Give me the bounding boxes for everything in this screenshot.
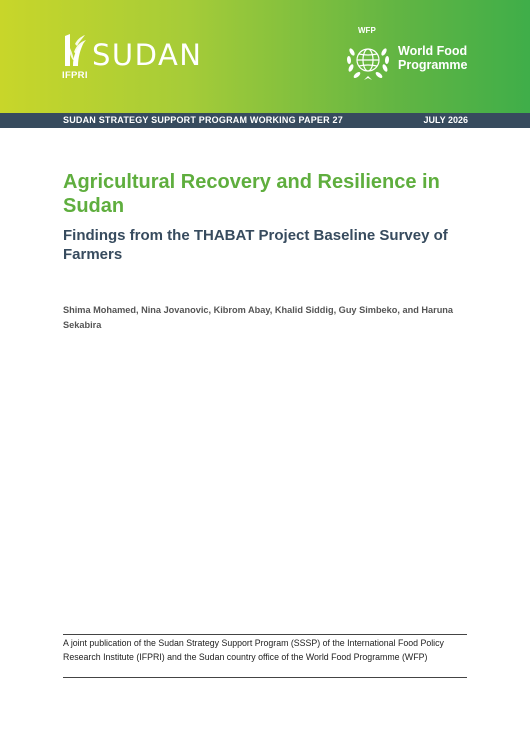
wfp-name: [398, 44, 467, 72]
footer-rule-bottom: [63, 677, 467, 678]
footer-note: A joint publication of the Sudan Strategy Support Program (SSSP) of the International Food Policy Research Institute (IFPRI) and the Sudan country office of the World Food Programme (WFP): [63, 638, 444, 662]
document-subtitle: Findings from the THABAT Project Baseline Survey of Farmers: [63, 227, 448, 263]
footer-rule-top: [63, 634, 467, 635]
ifpri-wheat-icon: [62, 32, 88, 68]
publication-date: JULY 2026: [423, 115, 468, 125]
wfp-logo: [340, 28, 500, 88]
document-title: Agricultural Recovery and Resilience in Sudan: [63, 171, 440, 217]
wfp-name-line2: Programme: [398, 58, 468, 72]
series-band: [0, 113, 530, 128]
author-list: Shima Mohamed, Nina Jovanovic, Kibrom Abay, Khalid Siddig, Guy Simbeko, and Haruna Sekabira: [63, 305, 454, 330]
cover-header: [0, 0, 530, 113]
brand-sudan: SUDAN: [92, 38, 203, 72]
ifpri-sudan-logo: [62, 32, 212, 82]
un-wreath-icon: [340, 36, 396, 92]
brand-ifpri: IFPRI: [62, 70, 88, 81]
wfp-acronym: WFP: [358, 26, 376, 35]
series-label: SUDAN STRATEGY SUPPORT PROGRAM WORKING PAPER 27: [63, 115, 343, 125]
wfp-name-line1: World Food: [398, 44, 468, 58]
